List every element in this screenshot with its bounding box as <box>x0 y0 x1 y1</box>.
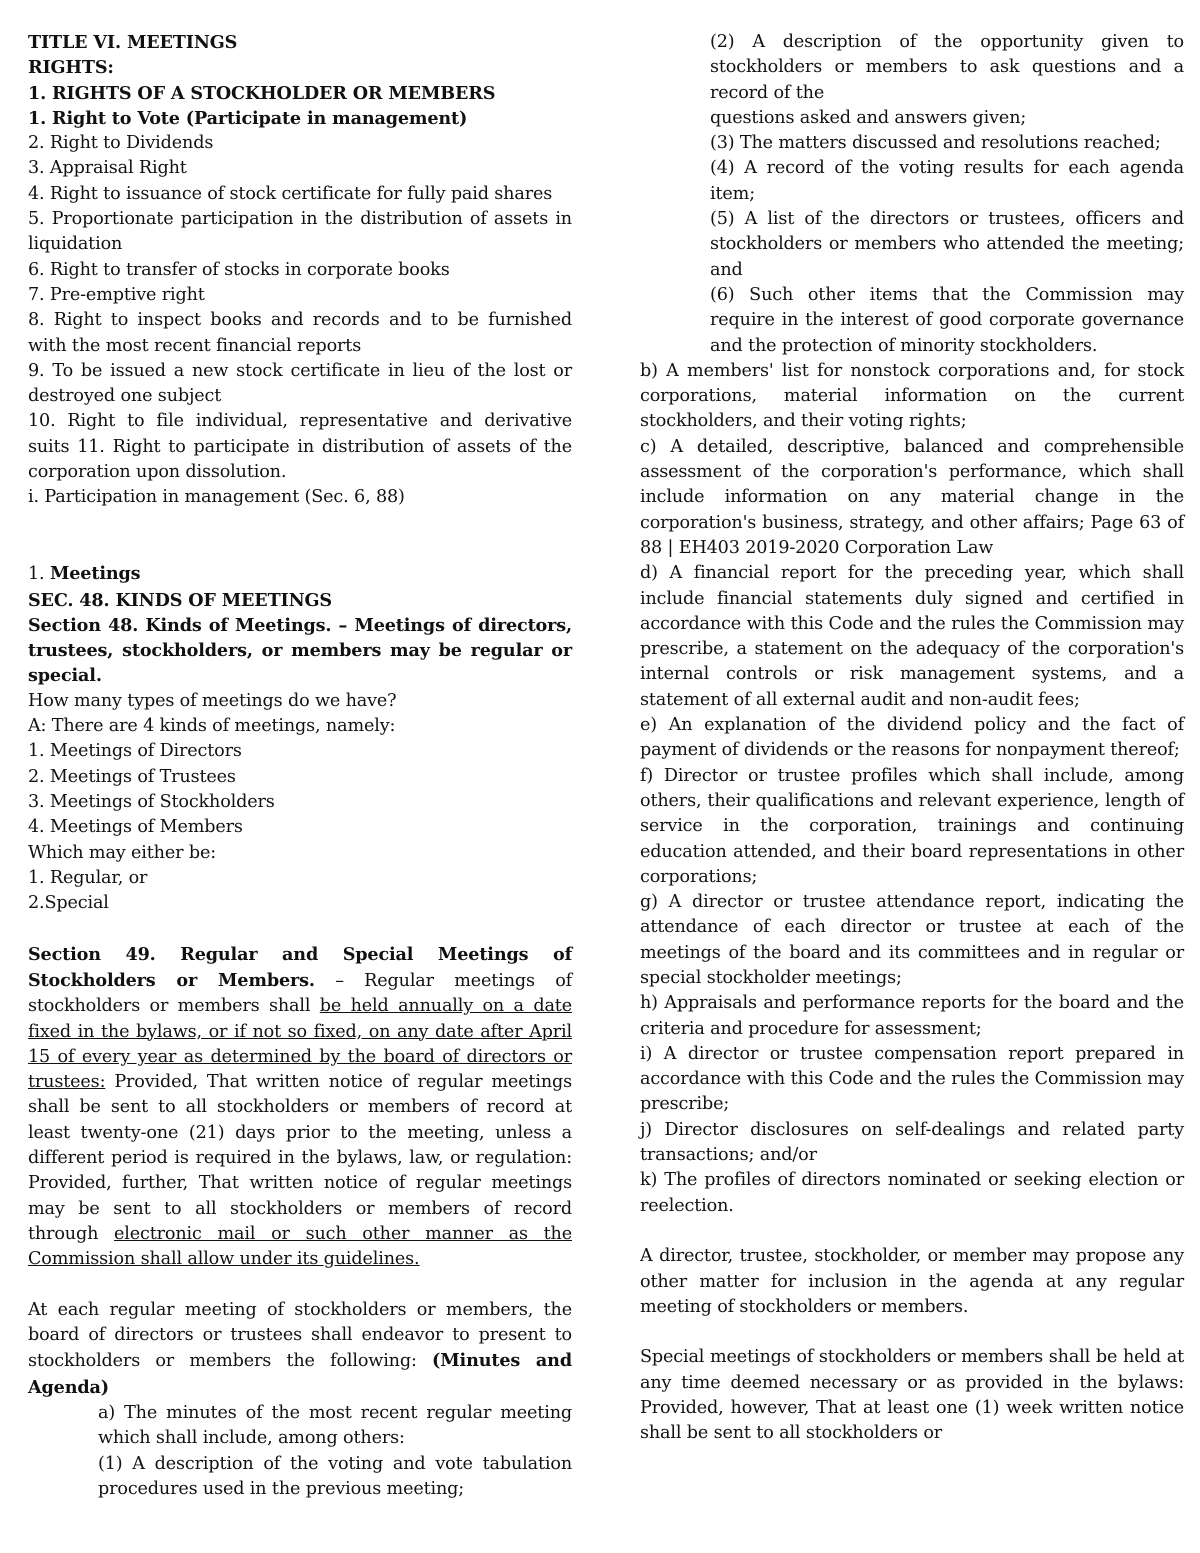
title-heading: TITLE VI. MEETINGS <box>28 32 238 53</box>
minutes-5: (5) A list of the directors or trustees, officers and stockholders or members who attended the meeting; and <box>710 209 1184 280</box>
right-item-3: 3. Appraisal Right <box>28 158 187 179</box>
sec49-underline-1: be held annually on a date fixed in the bylaws, or if not so fixed, on any date after April 15 of every year as determined by the board of directors or trustees: <box>28 996 572 1093</box>
present-paragraph <box>28 1298 572 1401</box>
minutes-4: (4) A record of the voting results for each agenda item; <box>710 158 1184 204</box>
right-item-6: 6. Right to transfer of stocks in corporate books <box>28 259 450 280</box>
spacer <box>28 1273 572 1298</box>
spacer <box>28 916 572 941</box>
sec48-heading: SEC. 48. KINDS OF MEETINGS <box>28 589 332 611</box>
sec49-text-2: Provided, That written notice of regular meetings shall be sent to all stockholders or members of record at least twenty-one (21) days prior to the meeting, unless a different period is required in the bylaws, law, or regulation: Provided, further, That written notice of regular meetings may be sent to all stockholders or members of record through <box>28 1072 572 1244</box>
item-e: e) An explanation of the dividend policy and the fact of payment of dividends or the reasons for nonpayment thereof; <box>640 715 1184 761</box>
present-text: At each regular meeting of stockholders or members, the board of directors or trustees shall endeavor to present to stockholders or members the following: <box>28 1299 572 1372</box>
item-f: f) Director or trustee profiles which shall include, among others, their qualifications and relevant experience, length of service in the corporation, trainings and continuing education attended, and their board representations in other corporations; <box>640 765 1184 887</box>
kind-2: 2. Meetings of Trustees <box>28 766 236 787</box>
right-item-10: 10. Right to file individual, representative and derivative suits 11. Right to participate in distribution of assets of the corporation upon dissolution. <box>28 411 572 483</box>
minutes-6: (6) Such other items that the Commission may require in the interest of good corporate governance and the protection of minority stockholders. <box>710 284 1184 356</box>
spacer <box>640 1320 1184 1345</box>
sec49-text-1: – Regular meetings of stockholders or members shall <box>28 970 573 1017</box>
right-column <box>640 30 1184 1447</box>
rights-heading: 1. RIGHTS OF A STOCKHOLDER OR MEMBERS <box>28 82 496 104</box>
item-d: d) A financial report for the preceding year, which shall include financial statements duly signed and certified in accordance with this Code and the rules the Commission may prescribe, a statement on the adequacy of the corporation's internal controls or risk management systems, and a statement of all external audit and non-audit fees; <box>640 563 1184 710</box>
right-item-9: 9. To be issued a new stock certificate in lieu of the lost or destroyed one subject <box>28 360 572 407</box>
meetings-label: Meetings <box>49 563 141 585</box>
minutes-1: (1) A description of the voting and vote tabulation procedures used in the previous meeting; <box>98 1453 572 1499</box>
minutes-a: a) The minutes of the most recent regular meeting which shall include, among others: <box>98 1403 572 1449</box>
right-item-7: 7. Pre-emptive right <box>28 284 205 305</box>
answer-types: A: There are 4 kinds of meetings, namely: <box>28 716 396 737</box>
special-paragraph: Special meetings of stockholders or members shall be held at any time deemed necessary or as provided in the bylaws: Provided, however, That at least one (1) week written notice shall be sent to all stockholders or <box>640 1347 1184 1444</box>
either-item-2: 2.Special <box>28 893 109 914</box>
right-item-4: 4. Right to issuance of stock certificate for fully paid shares <box>28 183 553 204</box>
spacer <box>28 511 572 562</box>
sec49-underline-2: electronic mail or such other manner as the Commission shall allow under its guidelines. <box>28 1223 572 1270</box>
minutes-2: (2) A description of the opportunity given to stockholders or members to ask questions and a record of the <box>710 32 1184 103</box>
either-label: Which may either be: <box>28 842 216 863</box>
question-types: How many types of meetings do we have? <box>28 690 397 711</box>
right-item-1: 1. Right to Vote (Participate in management) <box>28 107 468 129</box>
right-item-8: 8. Right to inspect books and records and to be furnished with the most recent financial reports <box>28 310 572 356</box>
item-b: b) A members' list for nonstock corporations and, for stock corporations, material information on the current stockholders, and their voting rights; <box>640 360 1184 432</box>
item-k: k) The profiles of directors nominated or seeking election or reelection. <box>640 1170 1184 1216</box>
kind-3: 3. Meetings of Stockholders <box>28 791 275 812</box>
kind-4: 4. Meetings of Members <box>28 817 243 838</box>
minutes-3: (3) The matters discussed and resolutions reached; <box>710 133 1161 154</box>
kind-1: 1. Meetings of Directors <box>28 741 242 762</box>
present-bold: (Minutes and Agenda) <box>28 1350 572 1398</box>
meetings-number: 1. <box>28 564 50 585</box>
item-i: i) A director or trustee compensation report prepared in accordance with this Code and the rules the Commission may prescribe; <box>640 1043 1184 1115</box>
meetings-heading <box>28 561 572 587</box>
minutes-2b: questions asked and answers given; <box>710 107 1027 128</box>
sec48-text: Section 48. Kinds of Meetings. – Meetings of directors, trustees, stockholders, or members may be regular or special. <box>28 614 572 687</box>
right-item-5: 5. Proportionate participation in the distribution of assets in liquidation <box>28 209 572 255</box>
item-c: c) A detailed, descriptive, balanced and comprehensible assessment of the corporation's performance, which shall include information on any material change in the corporation's business, strategy, and other affairs; Page 63 of 88 | EH403 2019-2020 Corporation Law <box>640 436 1184 558</box>
either-item-1: 1. Regular, or <box>28 867 148 888</box>
left-column <box>28 30 572 1502</box>
item-g: g) A director or trustee attendance report, indicating the attendance of each director or trustee at each of the meetings of the board and its committees and in regular or special stockholder meetings; <box>640 892 1184 988</box>
propose-paragraph: A director, trustee, stockholder, or member may propose any other matter for inclusion in the agenda at any regular meeting of stockholders or members. <box>640 1246 1184 1317</box>
item-j: j) Director disclosures on self-dealings and related party transactions; and/or <box>640 1119 1184 1166</box>
right-item-i: i. Participation in management (Sec. 6, 88) <box>28 487 405 508</box>
rights-label: RIGHTS: <box>28 57 114 79</box>
sec49-heading: Section 49. Regular and Special Meetings of Stockholders or Members. <box>28 943 572 991</box>
spacer <box>640 1219 1184 1244</box>
right-item-2: 2. Right to Dividends <box>28 133 214 154</box>
item-h: h) Appraisals and performance reports for the board and the criteria and procedure for assessment; <box>640 993 1184 1039</box>
sec49-paragraph <box>28 942 572 1273</box>
